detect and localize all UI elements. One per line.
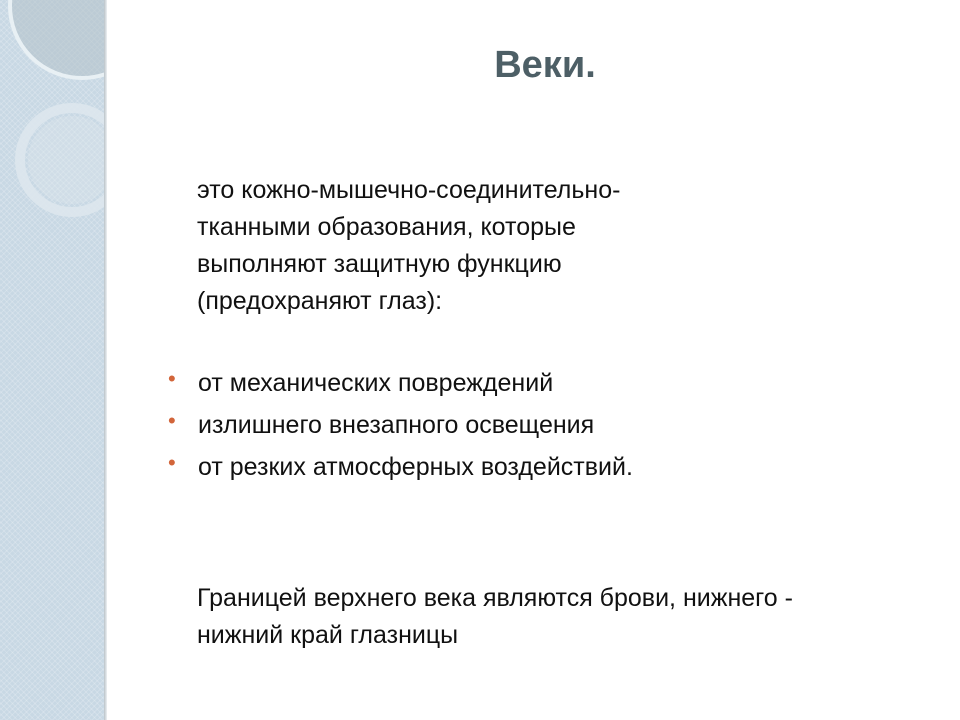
bullet-icon: •	[168, 450, 176, 475]
slide-title: Веки.	[494, 44, 596, 86]
bullet-text: от резких атмосферных воздействий.	[198, 453, 633, 481]
bullet-text: от механических повреждений	[198, 369, 554, 397]
footer-paragraph: Границей верхнего века являются брови, нижнего - нижний край глазницы	[197, 584, 793, 649]
bullet-icon: •	[168, 366, 176, 391]
side-panel-divider	[104, 0, 107, 720]
intro-paragraph: это кожно-мышечно-соединительно- тканными образования, которые выполняют защитную функцию (предохраняют глаз):	[197, 176, 621, 315]
bullet-icon: •	[168, 408, 176, 433]
side-decoration-panel	[0, 0, 104, 720]
decorative-circles	[0, 0, 104, 720]
bullet-text: излишнего внезапного освещения	[198, 411, 595, 439]
